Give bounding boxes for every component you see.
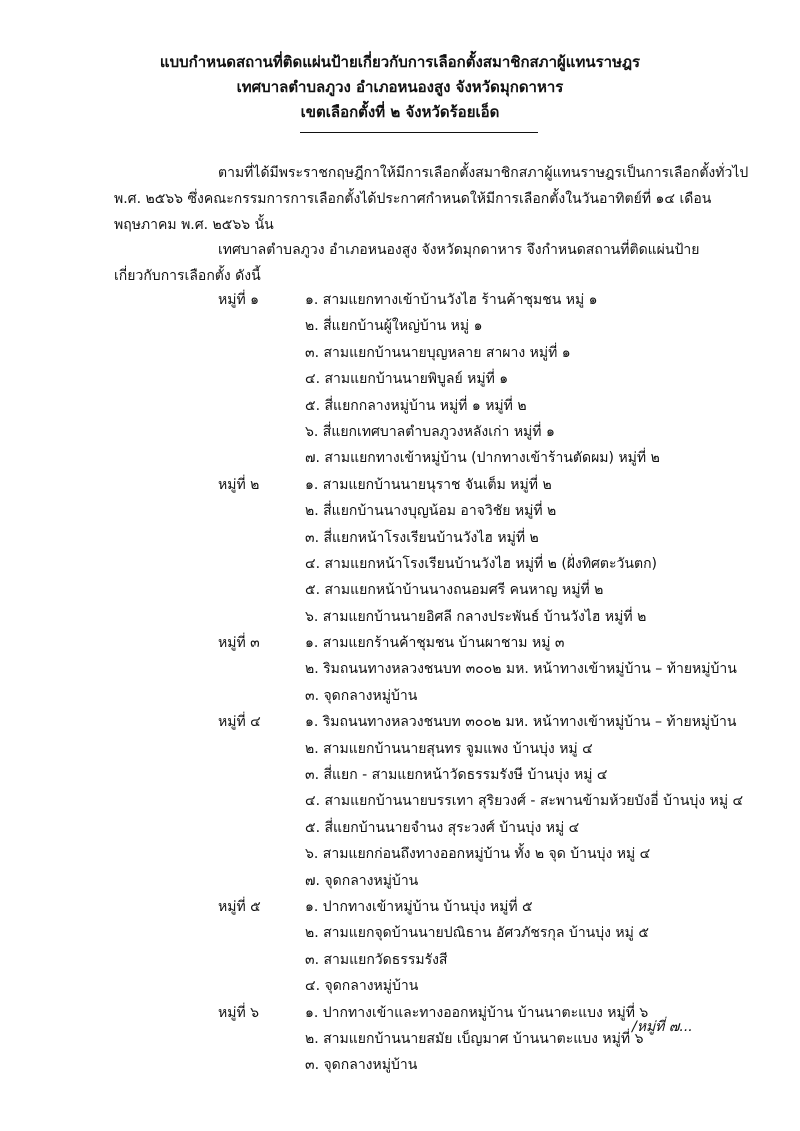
title-underline: [300, 132, 538, 133]
list-item: [0, 604, 800, 630]
intro-p1-line3: พฤษภาคม พ.ศ. ๒๕๖๖ นั้น: [114, 217, 274, 233]
intro-p2-line1: เทศบาลตำบลภูวง อำเภอหนองสูง จังหวัดมุกดาหาร จึงกำหนดสถานที่ติดแผ่นป้าย: [218, 242, 700, 258]
location-item: ๒. สี่แยกบ้านนางบุญน้อม อาจวิชัย หมู่ที่ ๒: [305, 503, 557, 520]
location-item: ๑. ปากทางเข้าหมู่บ้าน บ้านบุ่ง หมู่ที่ ๕: [305, 898, 533, 915]
location-item: ๓. สี่แยก - สามแยกหน้าวัดธรรมรังษี บ้านบุ่ง หมู่ ๔: [305, 767, 608, 784]
location-item: ๖. สามแยกก่อนถึงทางออกหมู่บ้าน ทั้ง ๒ จุด บ้านบุ่ง หมู่ ๔: [305, 846, 651, 863]
list-item: [0, 868, 800, 894]
continuation-note: /หมู่ที่ ๗...: [632, 1019, 693, 1035]
list-item: [0, 815, 800, 841]
list-item: [0, 656, 800, 682]
list-item: [0, 313, 800, 339]
list-item: [0, 683, 800, 709]
list-item: [0, 366, 800, 392]
location-item: ๕. สี่แยกกลางหมู่บ้าน หมู่ที่ ๑ หมู่ที่ ๒: [305, 397, 527, 414]
list-item: [0, 894, 800, 920]
location-item: ๓. สามแยกวัดธรรมรังสี: [305, 951, 448, 968]
location-item: ๓. จุดกลางหมู่บ้าน: [305, 1057, 418, 1074]
location-item: ๒. สามแยกบ้านนายสมัย เบ็ญมาศ บ้านนาตะแบง หมู่ที่ ๖: [305, 1030, 644, 1047]
location-item: ๗. จุดกลางหมู่บ้าน: [305, 872, 419, 889]
document-title-line3: เขตเลือกตั้งที่ ๒ จังหวัดร้อยเอ็ด: [300, 103, 500, 121]
location-item: ๒. สามแยกจุดบ้านนายปณิธาน อัศวภัชรกุล บ้านบุ่ง หมู่ ๕: [305, 925, 649, 942]
list-item: [0, 419, 800, 445]
list-item: [0, 947, 800, 973]
list-item: [0, 762, 800, 788]
intro-p2-line2: เกี่ยวกับการเลือกตั้ง ดังนี้: [114, 268, 261, 284]
location-item: ๑. สามแยกร้านค้าชุมชน บ้านผาชาม หมู่ ๓: [305, 635, 565, 652]
location-item: ๒. ริมถนนทางหลวงชนบท ๓๐๐๒ มห. หน้าทางเข้าหมู่บ้าน – ท้ายหมู่บ้าน: [305, 661, 737, 678]
location-item: ๕. สามแยกหน้าบ้านนางถนอมศรี คนหาญ หมู่ที่ ๒: [305, 582, 604, 599]
list-item: [0, 551, 800, 577]
list-item: [0, 498, 800, 524]
intro-paragraph-1: [114, 160, 749, 238]
location-item: ๑. สามแยกทางเข้าบ้านวังไฮ ร้านค้าชุมชน หมู่ ๑: [305, 292, 598, 308]
intro-p1-line2: พ.ศ. ๒๕๖๖ ซึ่งคณะกรรมการการเลือกตั้งได้ประกาศกำหนดให้มีการเลือกตั้งในวันอาทิตย์ที่ ๑๔ เดือน: [114, 191, 712, 207]
document-title-line1: แบบกำหนดสถานที่ติดแผ่นป้ายเกี่ยวกับการเลือกตั้งสมาชิกสภาผู้แทนราษฎร: [159, 53, 641, 71]
location-item: ๔. สามแยกบ้านนายบรรเทา สุริยวงศ์ - สะพานข้ามห้วยบังอี่ บ้านบุ่ง หมู่ ๔: [305, 793, 744, 810]
location-item: ๔. สามแยกหน้าโรงเรียนบ้านวังไฮ หมู่ที่ ๒ (ฝั่งทิศตะวันตก): [305, 555, 658, 572]
location-item: ๗. สามแยกทางเข้าหมู่บ้าน (ปากทางเข้าร้านตัดผม) หมู่ที่ ๒: [305, 450, 660, 467]
location-item: ๖. สี่แยกเทศบาลตำบลภูวงหลังเก่า หมู่ที่ ๑: [305, 423, 555, 440]
village-group-label: หมู่ที่ ๖: [218, 1004, 260, 1021]
list-item: [0, 788, 800, 814]
intro-p1-line1: ตามที่ได้มีพระราชกฤษฎีกาให้มีการเลือกตั้งสมาชิกสภาผู้แทนราษฎรเป็นการเลือกตั้งทั่วไป: [218, 165, 749, 181]
location-item: ๒. สี่แยกบ้านผู้ใหญ่บ้าน หมู่ ๑: [305, 318, 483, 335]
list-item: [0, 393, 800, 419]
location-item: ๓. สี่แยกหน้าโรงเรียนบ้านวังไฮ หมู่ที่ ๒: [305, 529, 539, 546]
list-item: [0, 973, 800, 999]
list-item: [0, 445, 800, 471]
village-group-label: หมู่ที่ ๓: [218, 635, 260, 652]
location-list: [0, 287, 800, 1079]
list-item: [0, 340, 800, 366]
list-item: [0, 630, 800, 656]
list-item: [0, 472, 800, 498]
location-item: ๒. สามแยกบ้านนายสุนทร จูมแพง บ้านบุ่ง หมู่ ๔: [305, 740, 593, 757]
list-item: [0, 736, 800, 762]
location-item: ๑. ริมถนนทางหลวงชนบท ๓๐๐๒ มห. หน้าทางเข้าหมู่บ้าน – ท้ายหมู่บ้าน: [305, 714, 737, 731]
location-item: ๕. สี่แยกบ้านนายจำนง สุระวงศ์ บ้านบุ่ง หมู่ ๔: [305, 819, 580, 836]
list-item: [0, 709, 800, 735]
list-item: [0, 525, 800, 551]
village-group-label: หมู่ที่ ๑: [218, 292, 260, 308]
location-item: ๑. ปากทางเข้าและทางออกหมู่บ้าน บ้านนาตะแบง หมู่ที่ ๖: [305, 1004, 649, 1021]
list-item: [0, 920, 800, 946]
list-item: [0, 841, 800, 867]
intro-paragraph-2: [114, 237, 710, 289]
location-item: ๓. จุดกลางหมู่บ้าน: [305, 687, 418, 704]
location-item: ๓. สามแยกบ้านนายบุญหลาย สาผาง หมู่ที่ ๑: [305, 344, 571, 361]
village-group-label: หมู่ที่ ๕: [218, 898, 261, 915]
list-item: [0, 1052, 800, 1078]
location-item: ๔. สามแยกบ้านนายพิบูลย์ หมู่ที่ ๑: [305, 371, 509, 388]
list-item: [0, 287, 800, 313]
village-group-label: หมู่ที่ ๒: [218, 476, 260, 493]
location-item: ๑. สามแยกบ้านนายนุราช จันเต็ม หมู่ที่ ๒: [305, 476, 552, 493]
village-group-label: หมู่ที่ ๔: [218, 714, 261, 731]
list-item: [0, 577, 800, 603]
location-item: ๖. สามแยกบ้านนายอิศลี กลางประพันธ์ บ้านวังไฮ หมู่ที่ ๒: [305, 608, 647, 625]
location-item: ๔. จุดกลางหมู่บ้าน: [305, 978, 419, 995]
document-title-line2: เทศบาลตำบลภูวง อำเภอหนองสูง จังหวัดมุกดาหาร: [236, 78, 564, 96]
